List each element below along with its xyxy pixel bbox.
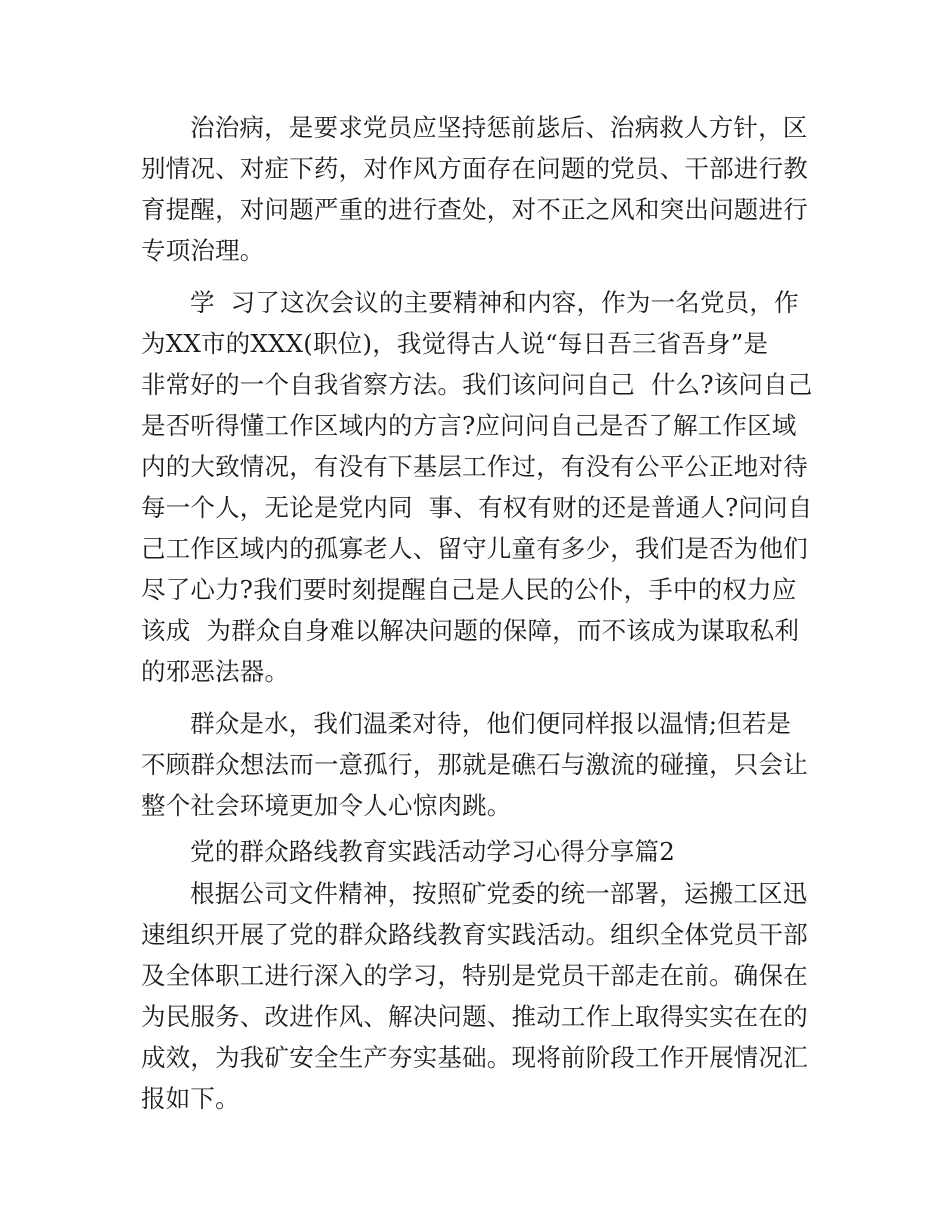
text-line: 尽了心力?我们要时刻提醒自己是人民的公仆，手中的权力应 (141, 575, 797, 604)
text-line: 己工作区域内的孤寡老人、留守儿童有多少，我们是否为他们 (141, 534, 808, 563)
text-line: 是否听得懂工作区域内的方言?应问问自己是否了解工作区域 (141, 411, 797, 440)
text-line: 非常好的一个自我省察方法。我们该问问自己 什么?该问自己 (141, 370, 813, 399)
text-line: 学 习了这次会议的主要精神和内容，作为一名党员，作 (190, 288, 799, 317)
text-line: 成效，为我矿安全生产夯实基础。现将前阶段工作开展情况汇 (141, 1043, 808, 1072)
text-line: 报如下。 (141, 1084, 240, 1113)
text-line: 根据公司文件精神，按照矿党委的统一部署，运搬工区迅 (190, 879, 808, 908)
text-line: 为XX市的XXX(职位)，我觉得古人说“每日吾三省吾身”是 (141, 329, 769, 358)
text-line: 育提醒，对问题严重的进行查处，对不正之风和突出问题进行 (141, 195, 808, 224)
text-line: 速组织开展了党的群众路线教育实践活动。组织全体党员干部 (141, 920, 808, 949)
text-line: 的邪恶法器。 (141, 657, 290, 686)
text-line: 该成 为群众自身难以解决问题的保障，而不该成为谋取私利 (141, 616, 800, 645)
text-line: 为民服务、改进作风、解决问题、推动工作上取得实实在在的 (141, 1002, 808, 1031)
text-line: 群众是水，我们温柔对待，他们便同样报以温情;但若是 (190, 709, 792, 738)
text-line: 每一个人，无论是党内同 事、有权有财的还是普通人?问问自 (141, 493, 813, 522)
text-line: 治治病，是要求党员应坚持惩前毖后、治病救人方针，区 (190, 113, 808, 142)
text-line: 别情况、对症下药，对作风方面存在问题的党员、干部进行教 (141, 154, 808, 183)
text-line: 专项治理。 (141, 236, 265, 265)
text-line: 及全体职工进行深入的学习，特别是党员干部走在前。确保在 (141, 961, 808, 990)
text-line: 不顾群众想法而一意孤行，那就是礁石与激流的碰撞，只会让 (141, 750, 808, 779)
text-line: 整个社会环境更加令人心惊肉跳。 (141, 791, 512, 820)
text-line: 内的大致情况，有没有下基层工作过，有没有公平公正地对待 (141, 452, 808, 481)
section-heading: 党的群众路线教育实践活动学习心得分享篇2 (190, 837, 676, 866)
